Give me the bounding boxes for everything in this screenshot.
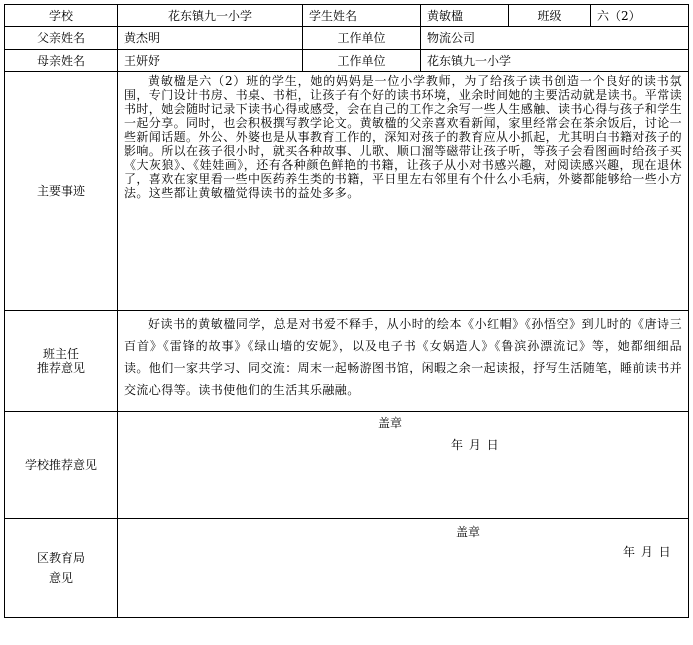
deeds-label: 主要事迹 — [5, 72, 118, 311]
bureau-seal-text: 盖章 — [456, 525, 481, 539]
father-work-value: 物流公司 — [421, 27, 689, 50]
row-mother — [5, 50, 689, 72]
school-value: 花东镇九一小学 — [118, 5, 303, 27]
recommendation-form — [4, 4, 689, 618]
school-signature-area — [118, 412, 689, 519]
class-label: 班级 — [509, 5, 591, 27]
bureau-label-line2: 意见 — [48, 571, 73, 585]
bureau-opinion-label — [5, 519, 118, 618]
row-father — [5, 27, 689, 50]
teacher-label-line1: 班主任 — [42, 347, 79, 361]
deeds-text: 黄敏楹是六（2）班的学生，她的妈妈是一位小学教师，为了给孩子读书创造一个良好的读书氛围，专门设计书房、书桌、书柜，让孩子有个好的读书环境，业余时间她的主要活动就是读书。平常读书时，她会随时记录下读书心得或感受，会在自己的工作之余写一些人生感触、读书心得与孩子和学生一起分享。同时，也会积极撰写教学论文。黄敏楹的父亲喜欢看新闻，家里经常会在茶余饭后，讨论一些新闻话题。外公、外婆也是从事教育工作的，深知对孩子的教育应从小抓起，尤其明白书籍对孩子的影响。所以在孩子很小时，就买各种故事、儿歌、顺口溜等磁带让孩子听，等孩子会看图画时给孩子买《大灰狼》、《娃娃画》，还有各种颜色鲜艳的书籍，让孩子从小对书感兴趣，对阅读感兴趣，现在退休了，喜欢在家里看一些中医药养生类的书籍，平日里左右邻里有个什么小毛病，外婆都能够给一些小方法。这些都让黄敏楹觉得读书的益处多多。 — [118, 72, 689, 311]
father-name-value: 黄杰明 — [118, 27, 303, 50]
row-school-recommendation — [5, 412, 689, 519]
bureau-date-text: 年 月 日 — [623, 545, 672, 559]
row-school — [5, 5, 689, 27]
father-name-label: 父亲姓名 — [5, 27, 118, 50]
student-name-value: 黄敏楹 — [421, 5, 509, 27]
school-date-text: 年 月 日 — [451, 438, 500, 452]
mother-work-value: 花东镇九一小学 — [421, 50, 689, 72]
teacher-label-line2: 推荐意见 — [36, 361, 85, 375]
teacher-recommendation-text: 好读书的黄敏楹同学，总是对书爱不释手，从小时的绘本《小红帽》《孙悟空》到儿时的《唐诗三百首》《雷锋的故事》《绿山墙的安妮》，以及电子书《女娲造人》《鲁滨孙漂流记》等，她都细细品读。他们一家共学习、同交流：周末一起畅游图书馆，闲暇之余一起读报，抒写生活随笔，睡前读书并交流心得等。读书使他们的生活其乐融融。 — [118, 311, 689, 412]
bureau-label-line1: 区教育局 — [36, 551, 85, 565]
father-work-label: 工作单位 — [303, 27, 421, 50]
school-label: 学校 — [5, 5, 118, 27]
mother-name-value: 王妍妤 — [118, 50, 303, 72]
mother-name-label: 母亲姓名 — [5, 50, 118, 72]
teacher-recommendation-label — [5, 311, 118, 412]
row-deeds — [5, 72, 689, 311]
row-teacher-recommendation — [5, 311, 689, 412]
school-seal-text: 盖章 — [378, 416, 403, 430]
bureau-signature-area — [118, 519, 689, 618]
school-recommendation-label: 学校推荐意见 — [5, 412, 118, 519]
row-bureau-opinion — [5, 519, 689, 618]
student-name-label: 学生姓名 — [303, 5, 421, 27]
class-value: 六（2） — [591, 5, 689, 27]
mother-work-label: 工作单位 — [303, 50, 421, 72]
